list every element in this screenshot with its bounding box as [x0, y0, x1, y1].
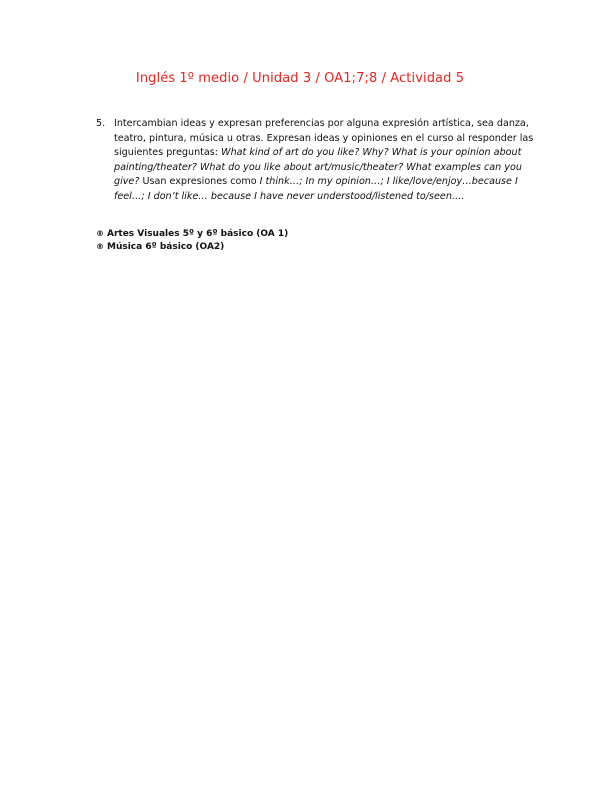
curriculum-references	[96, 228, 536, 253]
reference-item	[96, 228, 536, 241]
reference-label: Música 6º básico (OA2)	[107, 241, 225, 252]
reference-item	[96, 241, 536, 254]
activity-expressions: I think…; In my opinion…; I like/love/enjoy…because I feel…; I don’t like… because I have never understood/listened to/seen….	[114, 176, 518, 202]
activity-text-intro: Intercambian ideas y expresan preferencias por alguna expresión artística, sea danza, teatro, pintura, música u otras. Expresan ideas y opiniones en el curso al responder las siguientes preguntas:	[114, 118, 534, 159]
reference-label: Artes Visuales 5º y 6º básico (OA 1)	[107, 229, 289, 239]
activity-questions: What kind of art do you like? Why? What is your opinion about painting/theater? What do you like about art/music/theater? What examples can you give?	[114, 147, 522, 188]
activity-text-expressions-intro: Usan expresiones como	[139, 176, 260, 188]
page-title: Inglés 1º medio / Unidad 3 / OA1;7;8 / Actividad 5	[135, 71, 465, 86]
activity-number: 5.	[96, 118, 106, 129]
activity-description	[114, 117, 536, 205]
registered-mark-icon: ®	[96, 241, 104, 251]
activity-item	[96, 117, 536, 205]
registered-mark-icon: ®	[96, 229, 104, 238]
